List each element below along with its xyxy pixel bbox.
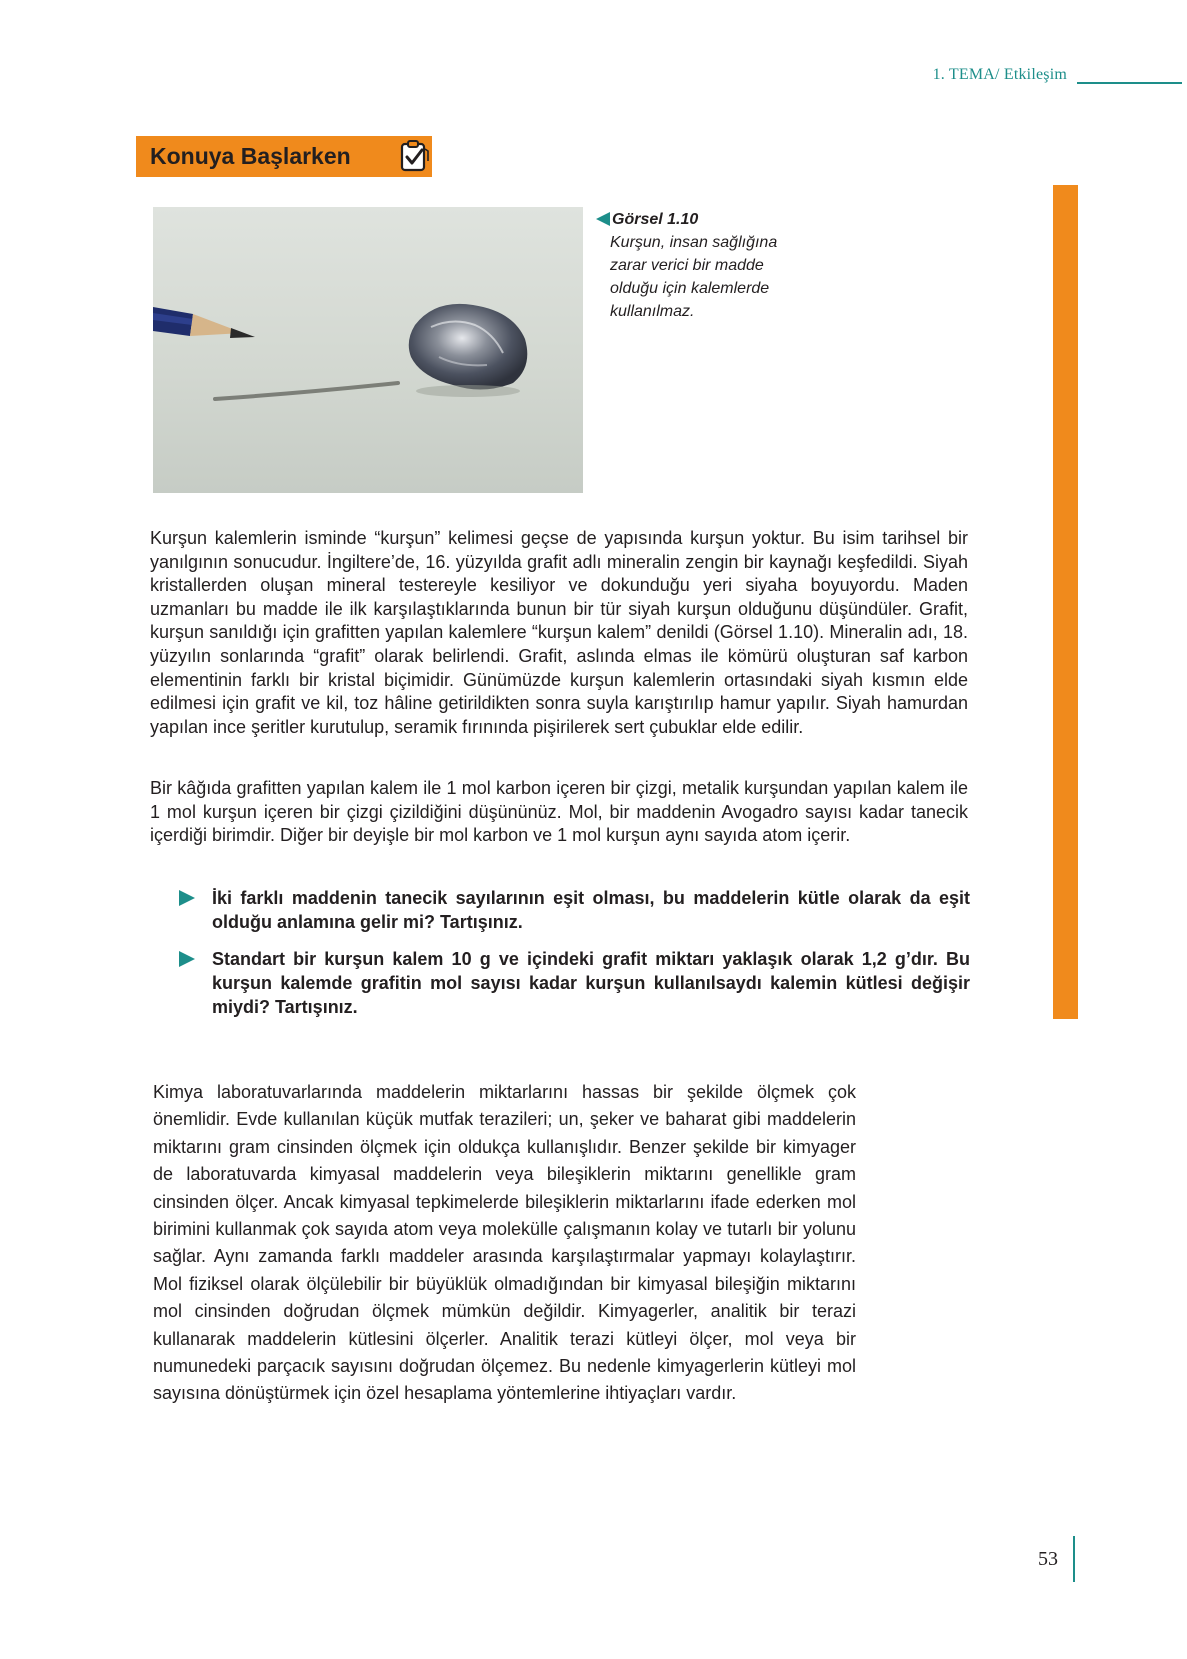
discussion-question: [176, 947, 970, 1019]
page-number-rule: [1073, 1536, 1075, 1582]
pencil-and-lead-ore-photo: [153, 207, 583, 493]
closing-paragraph: Kimya laboratuvarlarında maddelerin miktarlarını hassas bir şekilde ölçmek çok önemlidir. Evde kullanılan küçük mutfak terazileri; un, şeker ve baharat gibi maddelerin miktarını gram cinsinden ölçmek için oldukça kullanışlıdır. Benzer şekilde bir kimyager de laboratuvarda kimyasal maddelerin veya bileşiklerin miktarını genellikle gram cinsinden ölçer. Ancak kimyasal tepkimelerde bileşiklerin miktarlarını ifade ederken mol birimini kullanmak çok sayıda atom veya molekülle çalışmanın kolay ve tutarlı bir yolunu sağlar. Aynı zamanda farklı maddeler arasında karşılaştırmalar yapmayı kolaylaştırır. Mol fiziksel olarak ölçülebilir bir büyüklük olmadığından bir kimyasal bileşiğin miktarını mol cinsinden doğrudan ölçmek mümkün değildir. Kimyagerler, analitik bir terazi kullanarak maddelerin kütlesini ölçerler. Analitik terazi kütleyi ölçer, mol veya bir numunedeki parçacık sayısını doğrudan ölçemez. Bu nedenle kimyagerlerin kütleyi mol sayısına dönüştürmek için özel hesaplama yöntemlerine ihtiyaçları vardır.: [153, 1082, 856, 1404]
discussion-question: [176, 886, 970, 934]
caption-pointer-icon: [596, 212, 610, 226]
play-arrow-icon: [179, 951, 195, 967]
header-rule: [1077, 82, 1182, 84]
caption-title: Görsel 1.10: [612, 211, 699, 228]
section-title: Konuya Başlarken: [150, 143, 351, 169]
running-header: 1. TEMA/ Etkileşim: [932, 66, 1067, 83]
side-accent-bar: [1053, 185, 1078, 1019]
body-paragraph: Kurşun kalemlerin isminde “kurşun” kelimesi geçse de yapısında kurşun yoktur. Bu isim tarihsel bir yanılgının sonucudur. İngiltere’de, 16. yüzyılda grafit adlı mineralin zengin bir kaynağı keşfedildi. Siyah kristallerden oluşan mineral testereyle kesiliyor ve dokunduğu yeri siyaha boyuyordu. Maden uzmanları bu madde ile ilk karşılaştıklarında bunun bir tür siyah kurşun olduğunu düşündüler. Grafit, kurşun sanıldığı için grafitten yapılan kalemlere “kurşun kalem” denildi (Görsel 1.10). Mineralin adı, 18. yüzyılın sonlarında “grafit” olarak belirlendi. Grafit, aslında elmas ile kömürü oluşturan saf karbon elementinin farklı bir kristal biçimidir. Günümüzde kurşun kalemlerin ortasındaki siyah kısmın elde edilmesi için grafit ve kil, toz hâline getirildikten sonra suyla karıştırılıp hamur yapılır. Siyah hamurdan yapılan ince şeritler kurutulup, seramik fırınında pişirilerek sert çubuklar elde edilir.: [150, 528, 968, 737]
clipboard-check-icon: [398, 139, 430, 178]
body-paragraph: Bir kâğıda grafitten yapılan kalem ile 1 mol karbon içeren bir çizgi, metalik kurşundan yapılan kalem ile 1 mol kurşun içeren bir çizgi çizildiğini düşününüz. Mol, bir maddenin Avogadro sayısı kadar tanecik içerdiği birimdir. Diğer bir deyişle bir mol karbon ve 1 mol kurşun aynı sayıda atom içerir.: [150, 778, 968, 846]
section-tab: [136, 136, 432, 177]
play-arrow-icon: [179, 890, 195, 906]
question-text: İki farklı maddenin tanecik sayılarının eşit olması, bu maddelerin kütle olarak da eşit olduğu anlamına gelir mi? Tartışınız.: [212, 888, 970, 932]
caption-body: Kurşun, insan sağlığına zarar verici bir madde olduğu için kalemlerde kullanılmaz.: [610, 234, 778, 320]
figure-caption: [596, 208, 816, 323]
question-text: Standart bir kurşun kalem 10 g ve içindeki grafit miktarı yaklaşık olarak 1,2 g’dır. Bu kurşun kalemde grafitin mol sayısı kadar kurşun kullanılsaydı kalemin kütlesi değişir miydi? Tartışınız.: [212, 949, 970, 1017]
page-number: 53: [1038, 1548, 1058, 1570]
